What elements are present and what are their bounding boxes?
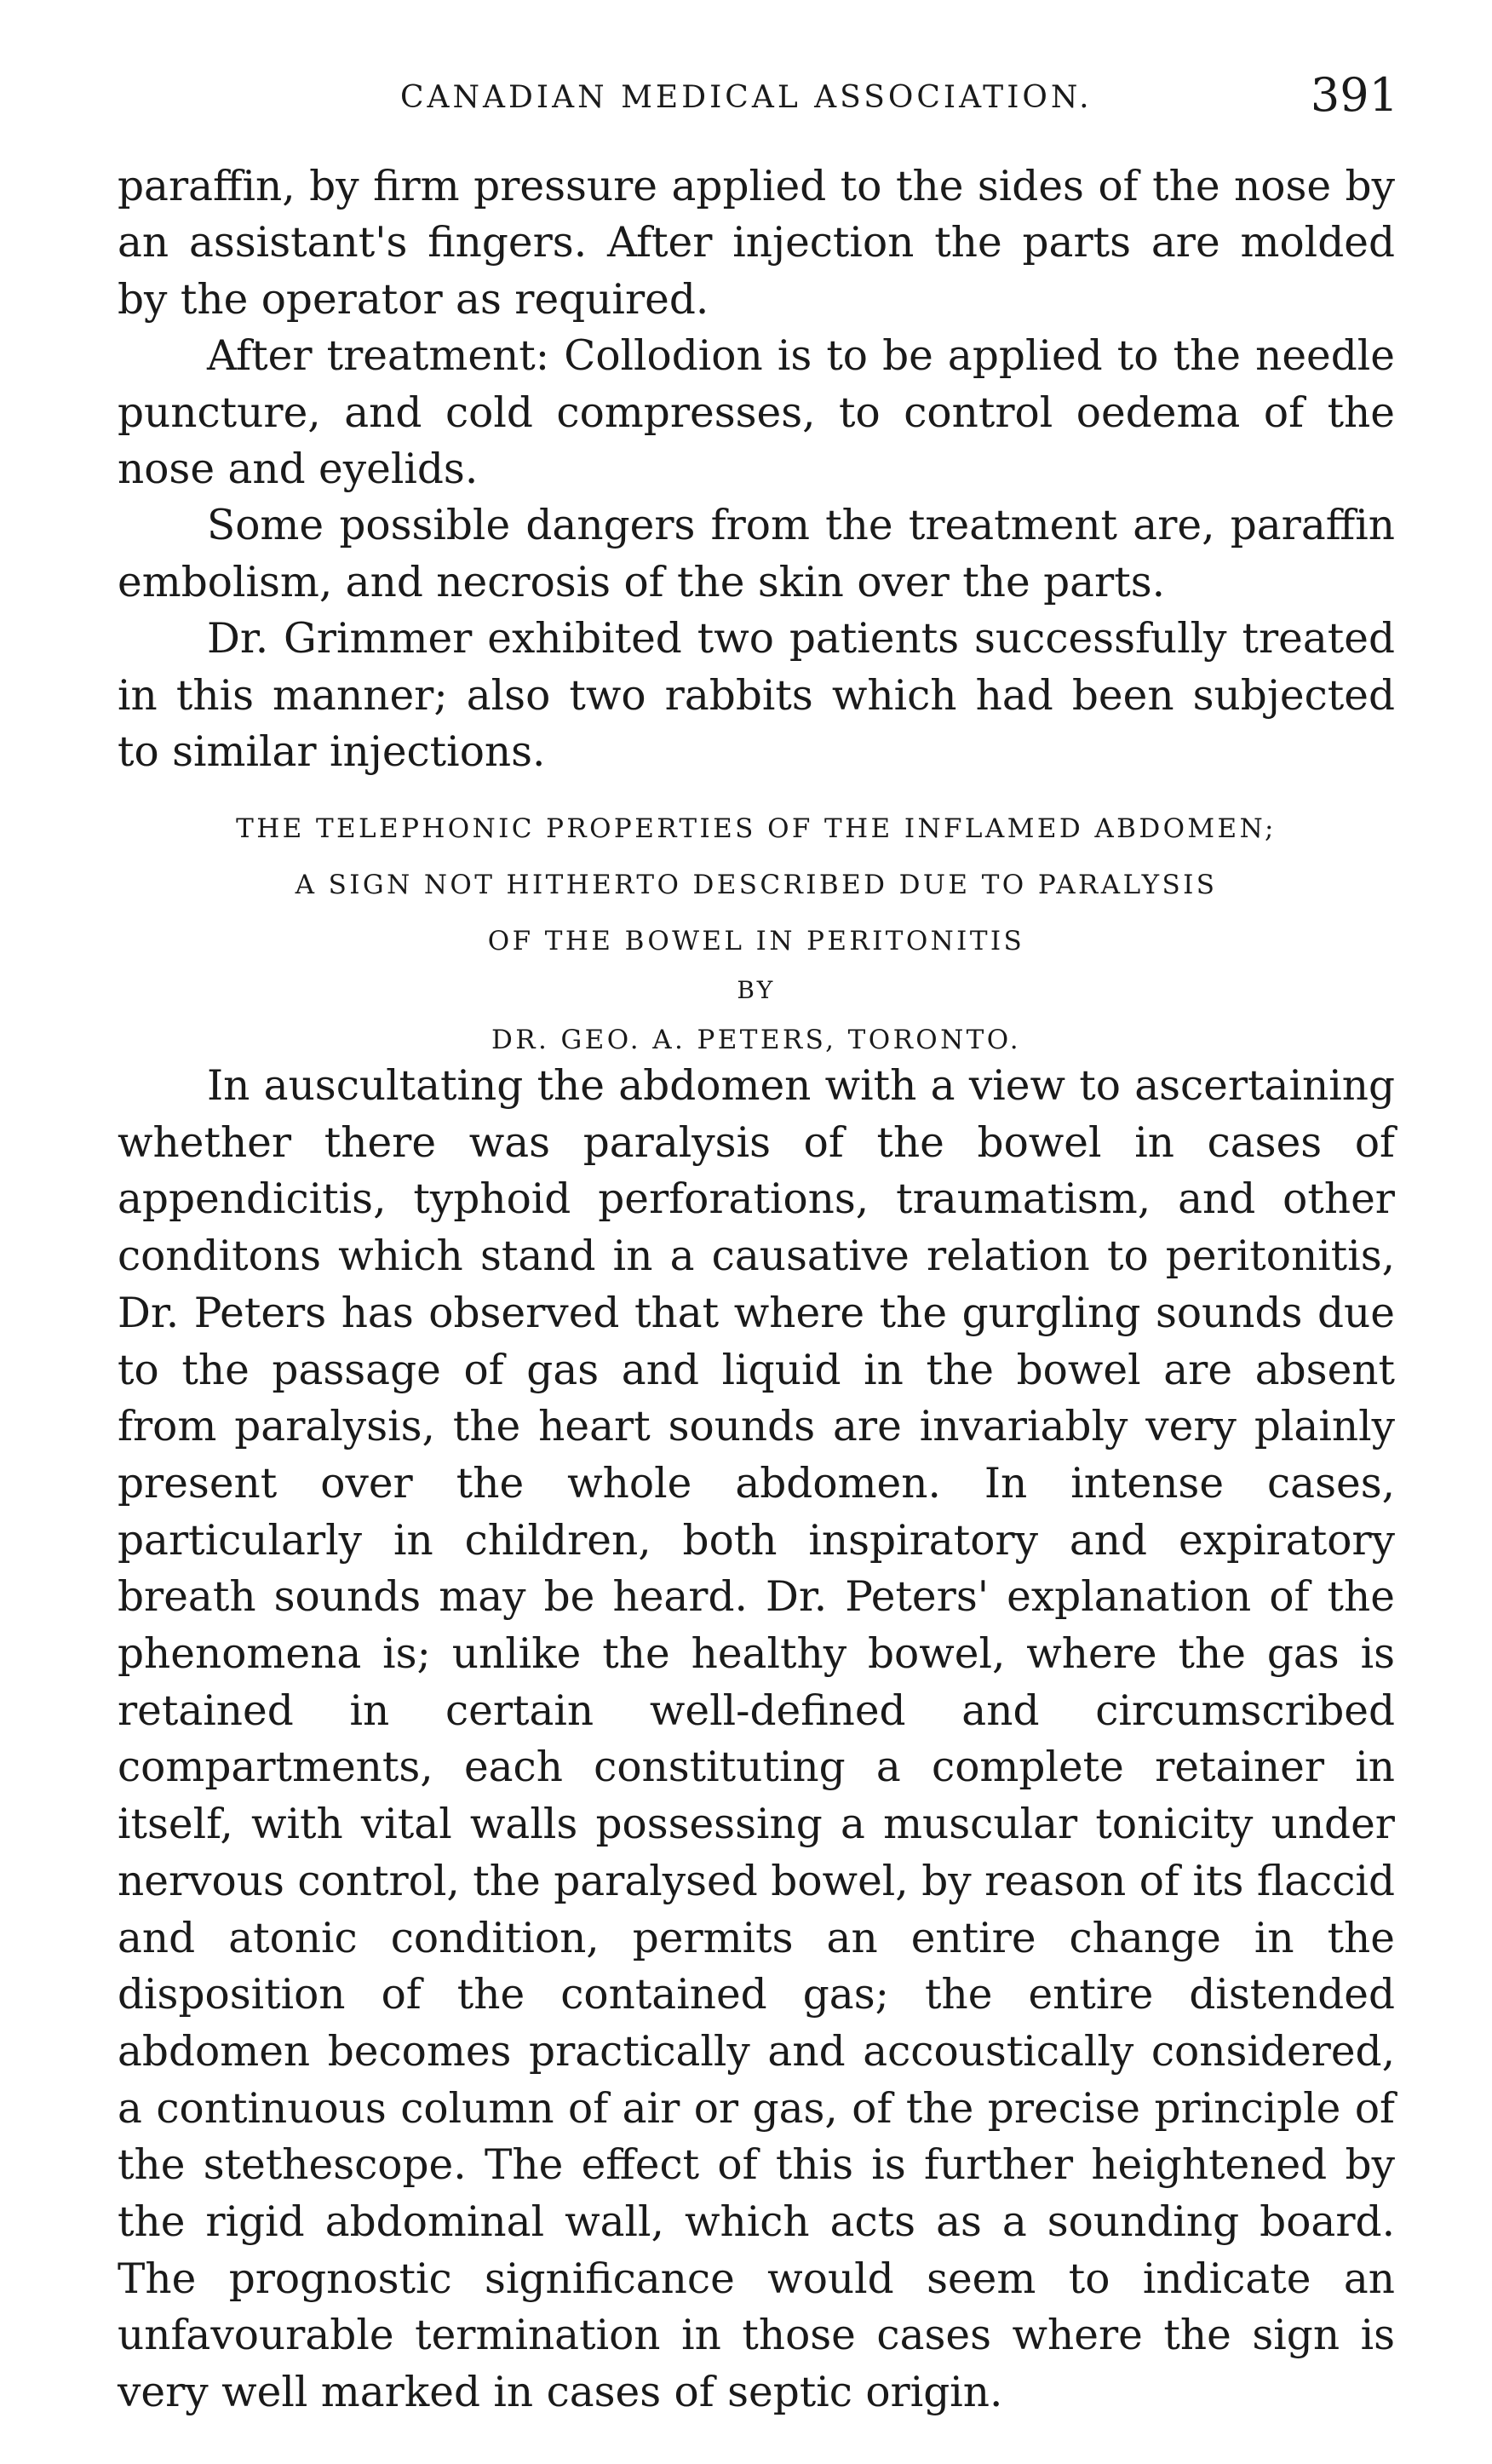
running-head: CANADIAN MEDICAL ASSOCIATION. [400, 80, 1093, 115]
paragraph-grimmer: Dr. Grimmer exhibited two patients successfully treated in this manner; also two rabbits which had been subjected to similar injections. [118, 615, 1395, 777]
paragraph-continued: paraffin, by firm pressure applied to the sides of the nose by an assistant's fingers. After injection the parts are molded by the operator as required. [118, 163, 1395, 324]
paragraph-after-treatment: After treatment: Collodion is to be applied to the needle puncture, and cold compresses, to control oedema of the nose and eyelids. [118, 332, 1395, 494]
article-paragraph: In auscultating the abdomen with a view to ascertaining whether there was paralysis of the bowel in cases of appendicitis, typhoid perforations, traumatism, and other conditons which stand in a causative relation to peritonitis, Dr. Peters has observed that where the gurgling sounds due to the passage of gas and liquid in the bowel are absent from paralysis, the heart sounds are invariably very plainly present over the whole abdomen. In intense cases, particularly in children, both inspiratory and expiratory breath sounds may be heard. Dr. Peters' explanation of the phenomena is; unlike the healthy bowel, where the gas is retained in certain well-defined and circumscribed compartments, each constituting a complete retainer in itself, with vital walls possessing a muscular tonicity under nervous control, the paralysed bowel, by reason of its flaccid and atonic condition, permits an entire change in the disposition of the contained gas; the entire distended abdomen becomes practically and accoustically considered, a continuous column of air or gas, of the precise principle of the stethescope. The effect of this is further heightened by the rigid abdominal wall, which acts as a sounding board. The prognostic significance would seem to indicate an unfavourable termination in those cases where the sign is very well marked in cases of septic origin. [118, 1062, 1395, 2417]
paragraph-dangers: Some possible dangers from the treatment are, paraffin embolism, and necrosis of the skin over the parts. [118, 502, 1395, 606]
article-title-line-2: A SIGN NOT HITHERTO DESCRIBED DUE TO PARALYSIS [295, 870, 1218, 900]
article-title-line-3: OF THE BOWEL IN PERITONITIS [487, 926, 1025, 956]
page-number: 391 [1310, 68, 1398, 122]
page-header [0, 68, 1492, 145]
byline-author: DR. GEO. A. PETERS, TORONTO. [491, 1025, 1021, 1055]
article-heading [118, 801, 1395, 1068]
continued-article-text [118, 158, 1395, 780]
article-body [118, 1058, 1395, 2421]
article-title-line-1: THE TELEPHONIC PROPERTIES OF THE INFLAMED ABDOMEN; [236, 813, 1277, 844]
byline-by: BY [737, 976, 776, 1004]
